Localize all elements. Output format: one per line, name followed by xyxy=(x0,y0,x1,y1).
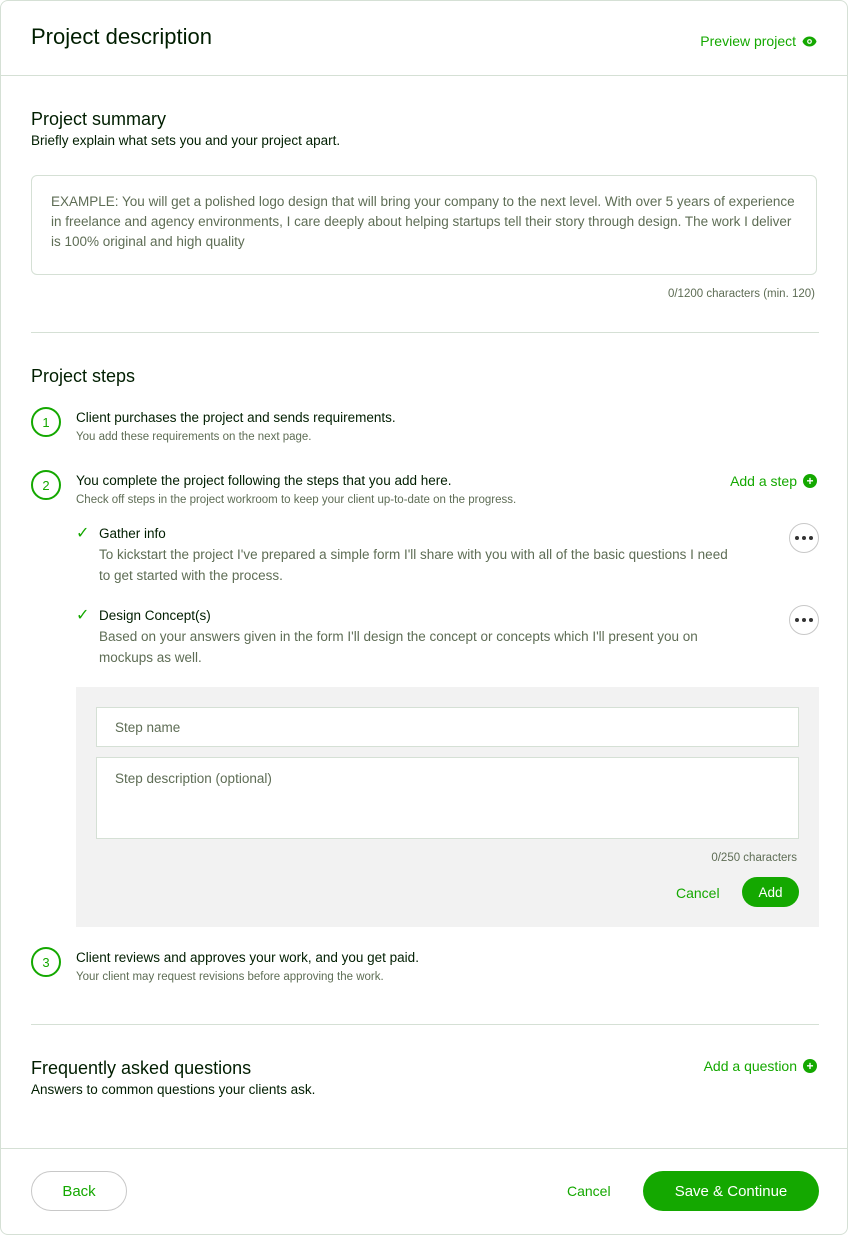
more-dot xyxy=(809,618,813,622)
preview-project-link[interactable] xyxy=(700,33,817,49)
summary-subtitle: Briefly explain what sets you and your project apart. xyxy=(31,133,341,148)
faq-title: Frequently asked questions xyxy=(31,1058,252,1078)
plus-circle-icon: + xyxy=(803,474,817,488)
add-step-link[interactable] xyxy=(730,473,817,489)
summary-divider xyxy=(31,332,819,333)
more-dot xyxy=(809,536,813,540)
summary-char-count: 0/1200 characters (min. 120) xyxy=(667,288,815,300)
back-button[interactable]: Back xyxy=(31,1171,127,1211)
step-2-title: You complete the project following the steps that you add here. xyxy=(76,473,452,488)
sub-step-2-more-button[interactable] xyxy=(789,605,819,635)
step-char-count: 0/250 characters xyxy=(711,852,797,864)
summary-title: Project summary xyxy=(31,109,167,129)
step-description-input[interactable] xyxy=(96,757,799,839)
faq-subtitle: Answers to common questions your clients ask. xyxy=(31,1082,316,1097)
more-dot xyxy=(802,618,806,622)
step-1-number: 1 xyxy=(31,407,61,437)
add-question-link[interactable] xyxy=(704,1058,817,1074)
sub-step-2-description: Based on your answers given in the form I'll design the concept or concepts which I'll present you on mockups as well. xyxy=(99,629,698,665)
steps-divider xyxy=(31,1024,819,1025)
eye-icon xyxy=(802,36,817,47)
step-1-title: Client purchases the project and sends requirements. xyxy=(76,410,396,425)
footer-divider xyxy=(1,1148,847,1149)
step-2-subtitle: Check off steps in the project workroom to keep your client up-to-date on the progress. xyxy=(76,494,517,506)
add-step-label: Add a step xyxy=(730,473,797,489)
page-title: Project description xyxy=(31,24,212,49)
step-2-number: 2 xyxy=(31,470,61,500)
save-continue-button[interactable]: Save & Continue xyxy=(643,1171,819,1211)
step-1-subtitle: You add these requirements on the next page. xyxy=(76,431,312,443)
step-3-number: 3 xyxy=(31,947,61,977)
check-icon: ✓ xyxy=(76,607,90,624)
step-name-input[interactable] xyxy=(96,707,799,747)
step-3-title: Client reviews and approves your work, and you get paid. xyxy=(76,950,419,965)
step-3-subtitle: Your client may request revisions before approving the work. xyxy=(76,971,384,983)
add-question-label: Add a question xyxy=(703,1058,797,1074)
check-icon: ✓ xyxy=(76,525,90,542)
step-form-cancel-button[interactable]: Cancel xyxy=(676,885,720,901)
sub-step-1-title: Gather info xyxy=(99,526,166,541)
header-divider xyxy=(1,75,847,76)
sub-step-1-description: To kickstart the project I've prepared a simple form I'll share with you with all of the basic questions I need to get started with the process. xyxy=(99,547,728,583)
more-dots-icon xyxy=(795,536,799,540)
sub-step-2-title: Design Concept(s) xyxy=(99,608,211,623)
step-form-add-button[interactable]: Add xyxy=(742,877,799,907)
plus-circle-icon: + xyxy=(803,1059,817,1073)
project-summary-textarea[interactable] xyxy=(31,175,817,275)
footer-cancel-button[interactable]: Cancel xyxy=(567,1183,611,1199)
steps-title: Project steps xyxy=(31,366,136,386)
preview-project-label: Preview project xyxy=(700,33,796,49)
more-dot xyxy=(802,536,806,540)
more-dots-icon xyxy=(795,618,799,622)
sub-step-1-more-button[interactable] xyxy=(789,523,819,553)
